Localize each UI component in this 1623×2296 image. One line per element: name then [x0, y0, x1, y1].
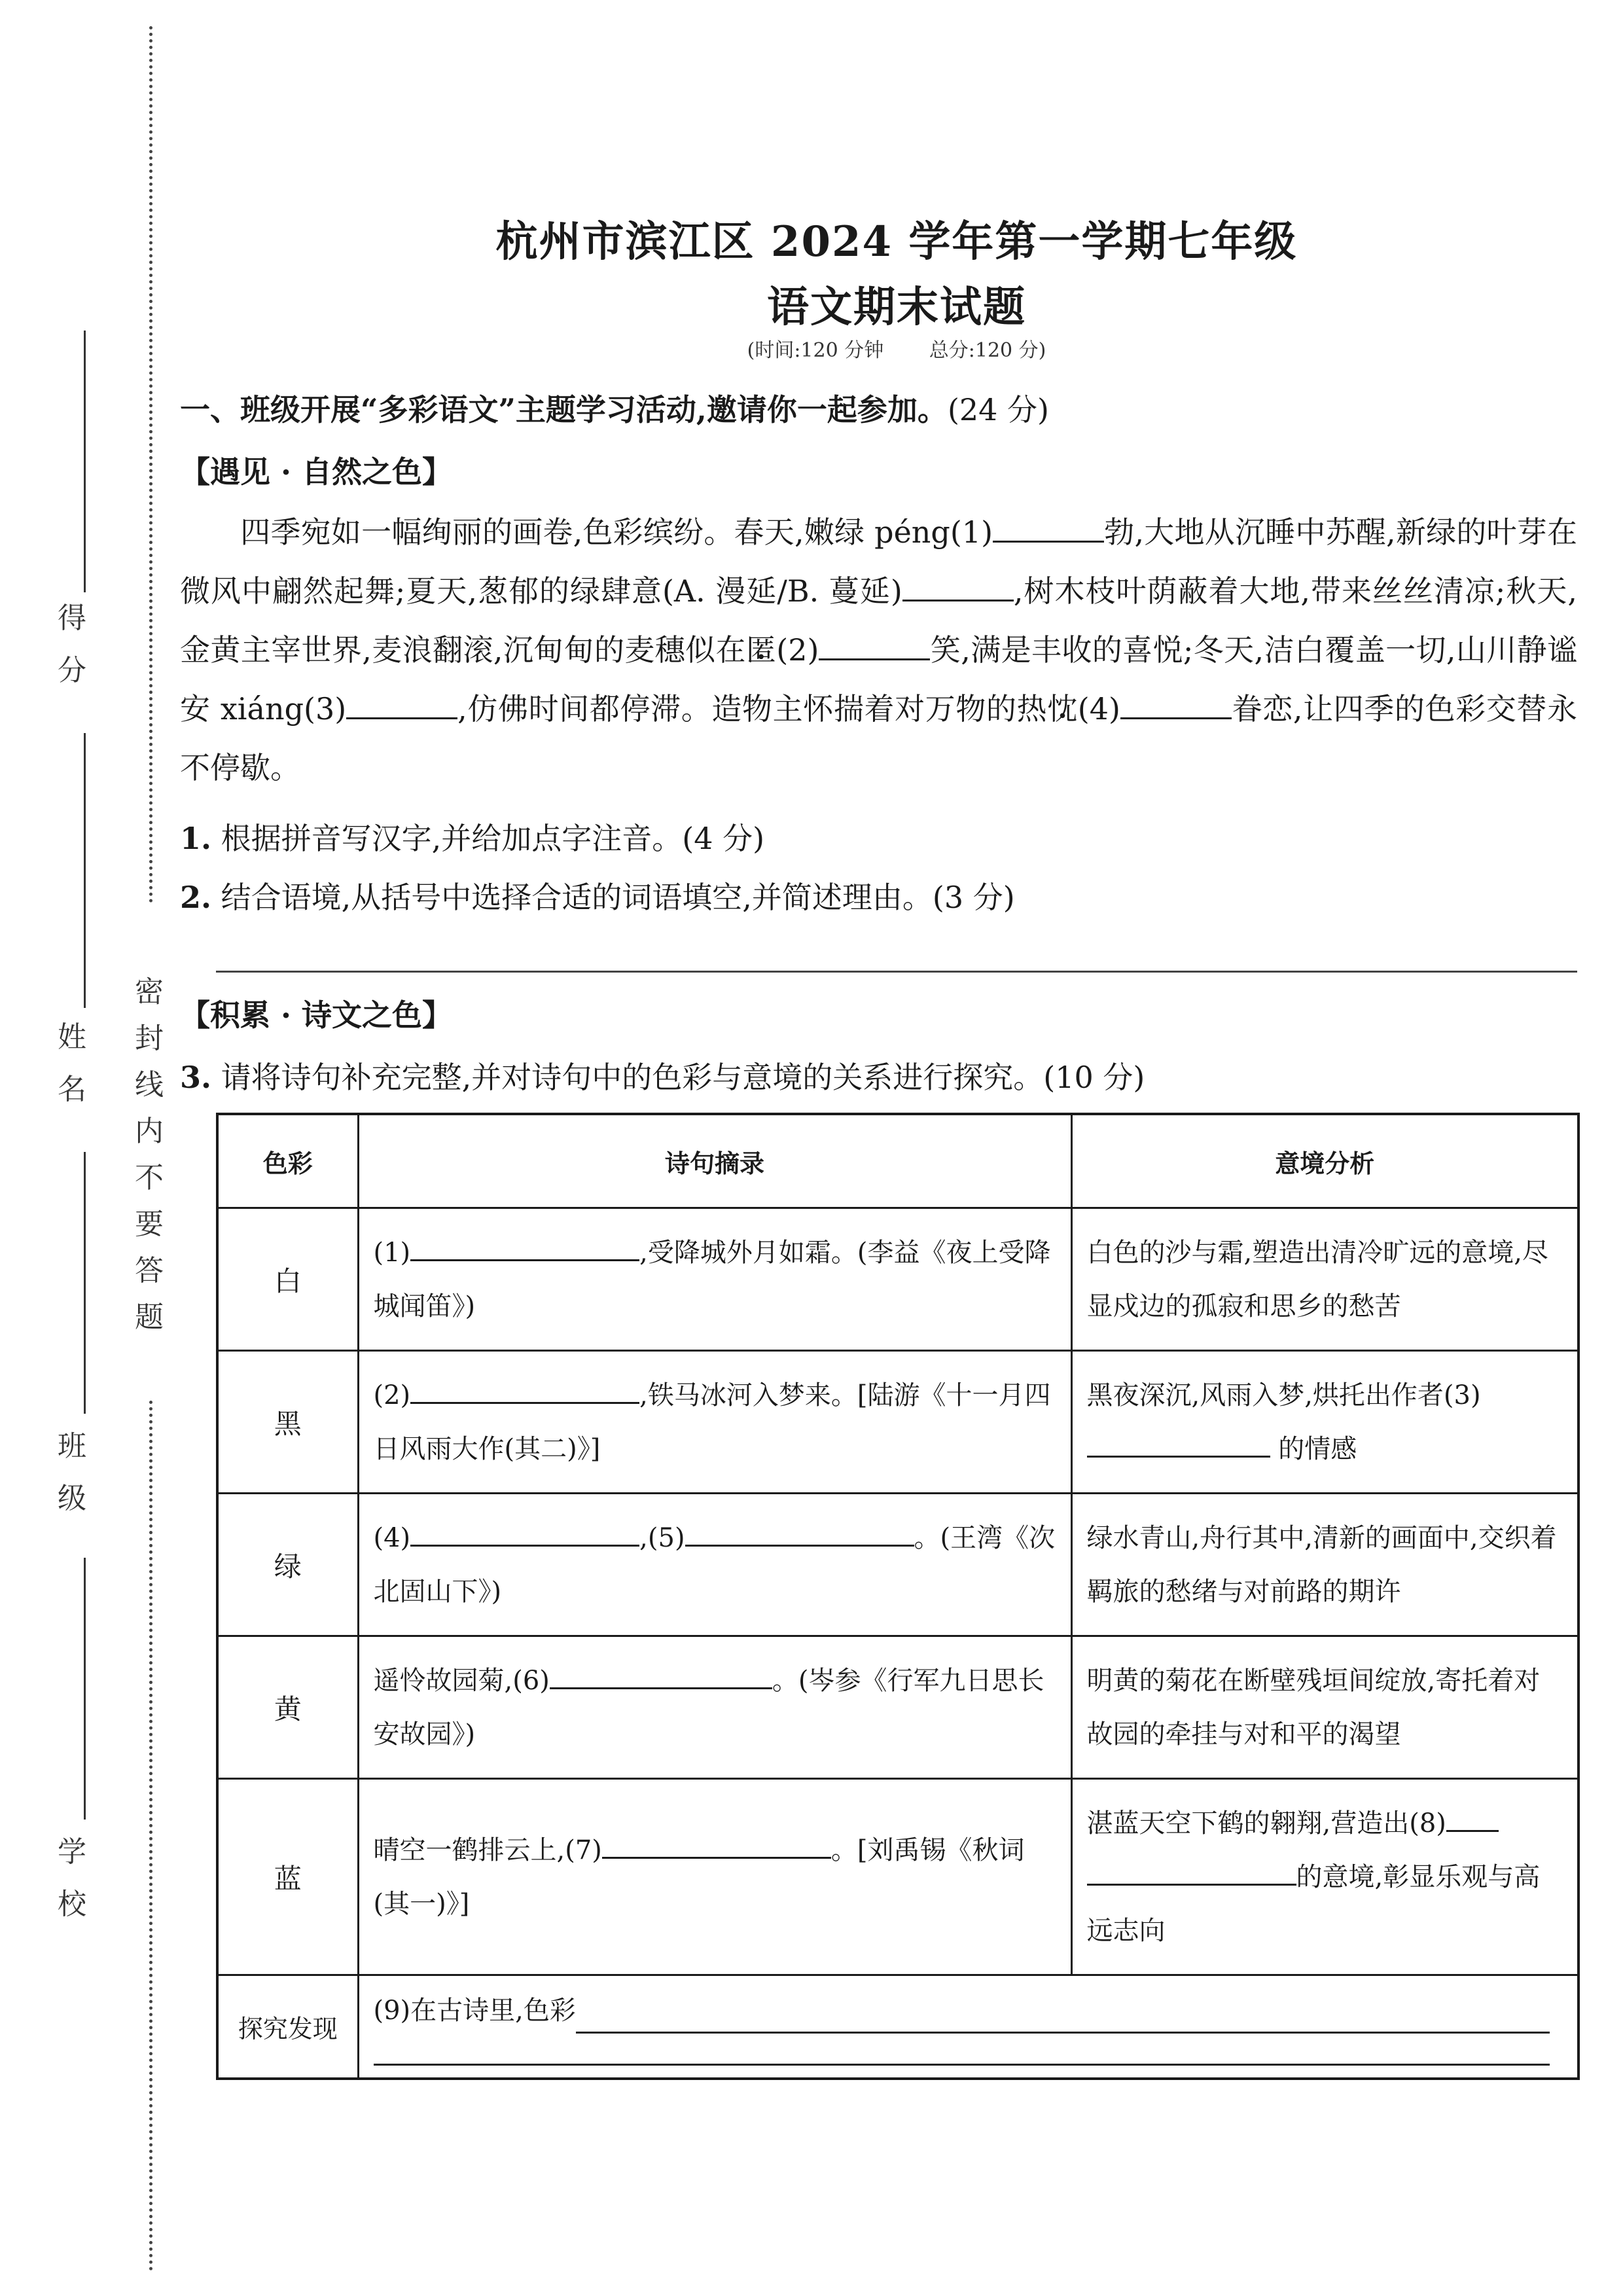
table-row: [217, 1494, 1578, 1636]
explore-label: 探究发现: [217, 1975, 358, 2079]
table-row: [217, 1636, 1578, 1779]
header-color: 色彩: [217, 1114, 358, 1208]
table-row: [217, 1208, 1578, 1351]
blank-analysis-8a[interactable]: [1446, 1808, 1499, 1832]
blank-2[interactable]: [819, 634, 930, 660]
exam-time: (时间:120 分钟: [747, 339, 884, 362]
blank-poem-7[interactable]: [602, 1835, 831, 1859]
explore-row: [217, 1975, 1578, 2079]
color-cell: 绿: [217, 1494, 358, 1636]
analysis-cell: 白色的沙与霜,塑造出清冷旷远的意境,尽显戍边的孤寂和思乡的愁苦: [1071, 1208, 1578, 1351]
school-line[interactable]: [84, 1558, 86, 1820]
table-header-row: [217, 1114, 1578, 1208]
class-line[interactable]: [84, 1152, 86, 1414]
question-1: 1. 根据拼音写汉字,并给加点字注音。(4 分): [180, 821, 765, 856]
part1-heading: 【遇见 · 自然之色】: [180, 454, 453, 490]
blank-poem-5[interactable]: [685, 1522, 914, 1547]
blank-analysis-8b[interactable]: [1087, 1861, 1296, 1886]
blank-poem-4[interactable]: [410, 1522, 639, 1547]
blank-poem-1[interactable]: [410, 1237, 639, 1261]
poem-cell: (2) ,铁马冰河入梦来。[陆游《十一月四日风雨大作(其二)》]: [358, 1351, 1071, 1494]
analysis-cell: 黑夜深沉,风雨入梦,烘托出作者(3) 的情感: [1071, 1351, 1578, 1494]
exam-meta: [216, 334, 1577, 363]
analysis-cell: 明黄的菊花在断壁残垣间绽放,寄托着对故园的牵挂与对和平的渴望: [1071, 1636, 1578, 1779]
score-label: 得 分: [58, 601, 86, 687]
nature-passage: 四季宛如一幅绚丽的画卷,色彩缤纷。春天,嫩绿 péng(1) 勃,大地从沉睡中苏醒,新绿的叶芽在微风中翩然起舞;夏天,葱郁的绿肆意(A. 漫延/B. 蔓延) ,树木枝叶荫蔽着大地,带来丝丝清凉;秋天,金黄主宰世界,麦浪翻滚,沉甸甸的麦穗似在匿 •(2) 笑,满是丰收的喜悦;冬天,洁白覆盖一切,山川静谧安 xiáng(3) ,仿佛时间都停滞。造物主怀揣着对万物的热忱 •(4) 眷恋,让四季的色彩交替永不停歇。: [180, 503, 1577, 797]
table-row: [217, 1779, 1578, 1975]
class-label: 班 级: [58, 1429, 86, 1515]
name-label: 姓 名: [58, 1020, 86, 1106]
question-3: 3. 请将诗句补充完整,并对诗句中的色彩与意境的关系进行探究。(10 分): [180, 1060, 1145, 1095]
analysis-cell: 湛蓝天空下鹤的翱翔,营造出(8) 的意境,彰显乐观与高远志向: [1071, 1779, 1578, 1975]
exam-title-line2: 语文期末试题: [767, 283, 1026, 332]
q2-answer-line[interactable]: [216, 971, 1577, 973]
dotted-char-1: 匿 •: [746, 632, 776, 668]
poem-cell: 晴空一鹤排云上,(7) 。[刘禹锡《秋词(其一)》]: [358, 1779, 1071, 1975]
exam-title-line1: 杭州市滨江区 2024 学年第一学期七年级: [495, 217, 1298, 266]
dotted-char-2: 忱 •: [1047, 691, 1078, 726]
explore-answer-line-1[interactable]: [576, 2001, 1550, 2034]
blank-poem-2[interactable]: [410, 1380, 639, 1404]
name-line[interactable]: [84, 733, 86, 1008]
color-cell: 白: [217, 1208, 358, 1351]
binding-warning: 密 封 线 内 不 要 答 题: [135, 975, 164, 1334]
blank-4[interactable]: [1120, 692, 1232, 719]
section-title: 一、班级开展“多彩语文”主题学习活动,邀请你一起参加。(24 分): [180, 392, 1049, 427]
blank-analysis-3[interactable]: [1087, 1433, 1270, 1458]
table-row: [217, 1351, 1578, 1494]
poem-cell: 遥怜故园菊,(6) 。(岑参《行军九日思长安故园》): [358, 1636, 1071, 1779]
poetry-color-table: [216, 1113, 1580, 2080]
header-analysis: 意境分析: [1071, 1114, 1578, 1208]
blank-poem-6[interactable]: [550, 1665, 772, 1689]
color-cell: 黑: [217, 1351, 358, 1494]
school-label: 学 校: [58, 1835, 86, 1921]
color-cell: 蓝: [217, 1779, 358, 1975]
question-2: 2. 结合语境,从括号中选择合适的词语填空,并简述理由。(3 分): [180, 880, 1015, 915]
poem-cell: (1) ,受降城外月如霜。(李益《夜上受降城闻笛》): [358, 1208, 1071, 1351]
blank-1[interactable]: [993, 516, 1104, 543]
binding-dotted-line-bottom: [149, 1401, 152, 2271]
header-poem: 诗句摘录: [358, 1114, 1071, 1208]
poem-cell: (4) ,(5) 。(王湾《次北固山下》): [358, 1494, 1071, 1636]
blank-3[interactable]: [346, 692, 457, 719]
color-cell: 黄: [217, 1636, 358, 1779]
explore-cell: [358, 1975, 1578, 2079]
binding-dotted-line-top: [149, 26, 152, 903]
explore-answer-line-2[interactable]: [374, 2034, 1550, 2066]
part2-heading: 【积累 · 诗文之色】: [180, 997, 453, 1033]
exam-total: 总分:120 分): [929, 339, 1046, 362]
blank-word-choice[interactable]: [902, 575, 1014, 601]
score-line[interactable]: [84, 331, 86, 592]
explore-prompt: (9)在古诗里,色彩: [373, 1995, 576, 2026]
analysis-cell: 绿水青山,舟行其中,清新的画面中,交织着羁旅的愁绪与对前路的期许: [1071, 1494, 1578, 1636]
